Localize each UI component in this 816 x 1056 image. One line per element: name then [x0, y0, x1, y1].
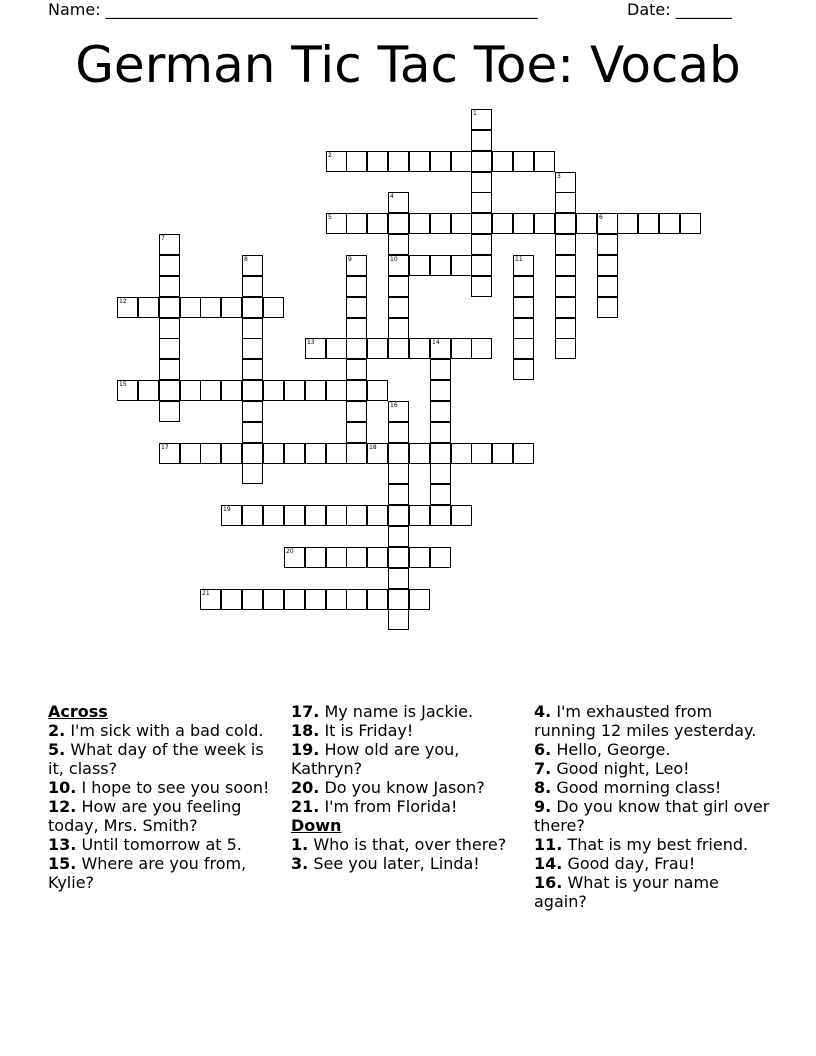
grid-cell[interactable] [617, 213, 638, 234]
grid-cell[interactable] [471, 234, 492, 255]
grid-cell[interactable] [430, 505, 451, 526]
grid-cell[interactable] [242, 463, 263, 484]
grid-cell[interactable] [555, 192, 576, 213]
grid-cell[interactable] [471, 172, 492, 193]
down-heading: Down [291, 816, 342, 835]
grid-cell[interactable] [597, 276, 618, 297]
cell-number: 10 [390, 256, 398, 263]
grid-cell[interactable] [221, 297, 242, 318]
grid-cell[interactable] [346, 401, 367, 422]
grid-cell[interactable] [159, 380, 180, 401]
grid-cell[interactable] [555, 338, 576, 359]
grid-cell[interactable] [388, 318, 409, 339]
grid-cell[interactable] [200, 297, 221, 318]
clue-number: 21. [291, 797, 320, 816]
clue-number: 15. [48, 854, 77, 873]
grid-cell[interactable] [200, 589, 221, 610]
cell-number: 6 [599, 214, 603, 221]
grid-cell[interactable] [409, 151, 430, 172]
grid-cell[interactable] [346, 213, 367, 234]
grid-cell[interactable] [513, 338, 534, 359]
grid-cell[interactable] [388, 401, 409, 422]
cell-number: 3 [557, 173, 561, 180]
grid-cell[interactable] [451, 443, 472, 464]
grid-cell[interactable] [513, 151, 534, 172]
grid-cell[interactable] [305, 338, 326, 359]
cell-number: 18 [369, 444, 377, 451]
grid-cell[interactable] [242, 255, 263, 276]
grid-cell[interactable] [388, 443, 409, 464]
grid-cell[interactable] [451, 338, 472, 359]
grid-cell[interactable] [367, 213, 388, 234]
clue-column-3 [534, 702, 774, 911]
cell-number: 1 [473, 110, 477, 117]
date-field-label: Date: _______ [627, 0, 732, 19]
grid-cell[interactable] [346, 380, 367, 401]
cell-number: 19 [223, 506, 231, 513]
grid-cell[interactable] [284, 380, 305, 401]
clue-text: I'm exhausted from running 12 miles yesterday. [534, 702, 757, 740]
grid-cell[interactable] [346, 359, 367, 380]
clue-across [48, 835, 280, 854]
clue-text: Good day, Frau! [567, 854, 696, 873]
grid-cell[interactable] [492, 213, 513, 234]
grid-cell[interactable] [555, 172, 576, 193]
grid-cell[interactable] [430, 255, 451, 276]
cell-number: 21 [202, 590, 210, 597]
grid-cell[interactable] [326, 547, 347, 568]
grid-cell[interactable] [471, 109, 492, 130]
grid-cell[interactable] [284, 547, 305, 568]
cell-number: 17 [161, 444, 169, 451]
grid-cell[interactable] [513, 443, 534, 464]
grid-cell[interactable] [284, 505, 305, 526]
grid-cell[interactable] [346, 547, 367, 568]
clue-number: 10. [48, 778, 77, 797]
grid-cell[interactable] [305, 589, 326, 610]
across-heading: Across [48, 702, 108, 721]
clue-text: What is your name again? [534, 873, 719, 911]
grid-cell[interactable] [159, 297, 180, 318]
grid-cell[interactable] [221, 380, 242, 401]
clue-number: 14. [534, 854, 563, 873]
grid-cell[interactable] [263, 380, 284, 401]
clue-text: I'm sick with a bad cold. [70, 721, 264, 740]
grid-cell[interactable] [346, 505, 367, 526]
grid-cell[interactable] [513, 359, 534, 380]
grid-cell[interactable] [555, 234, 576, 255]
cell-number: 5 [328, 214, 332, 221]
grid-cell[interactable] [471, 276, 492, 297]
clue-across [48, 797, 280, 835]
grid-cell[interactable] [242, 422, 263, 443]
grid-cell[interactable] [263, 505, 284, 526]
grid-cell[interactable] [242, 297, 263, 318]
page-title: German Tic Tac Toe: Vocab [75, 36, 741, 94]
grid-cell[interactable] [326, 338, 347, 359]
cell-number: 16 [390, 402, 398, 409]
grid-cell[interactable] [388, 547, 409, 568]
grid-cell[interactable] [430, 484, 451, 505]
clue-text: How are you feeling today, Mrs. Smith? [48, 797, 242, 835]
grid-cell[interactable] [159, 276, 180, 297]
grid-cell[interactable] [409, 213, 430, 234]
grid-cell[interactable] [180, 380, 201, 401]
clue-across [48, 740, 280, 778]
grid-cell[interactable] [367, 338, 388, 359]
grid-cell[interactable] [451, 151, 472, 172]
cell-number: 7 [161, 235, 165, 242]
grid-cell[interactable] [451, 255, 472, 276]
clue-text: What day of the week is it, class? [48, 740, 264, 778]
grid-cell[interactable] [597, 255, 618, 276]
grid-cell[interactable] [159, 255, 180, 276]
grid-cell[interactable] [430, 338, 451, 359]
grid-cell[interactable] [388, 589, 409, 610]
grid-cell[interactable] [159, 401, 180, 422]
cell-number: 13 [307, 339, 315, 346]
grid-cell[interactable] [513, 213, 534, 234]
clue-down [534, 740, 774, 759]
grid-cell[interactable] [388, 422, 409, 443]
grid-cell[interactable] [471, 192, 492, 213]
grid-cell[interactable] [242, 338, 263, 359]
clue-down [534, 797, 774, 835]
grid-cell[interactable] [409, 589, 430, 610]
grid-cell[interactable] [200, 380, 221, 401]
grid-cell[interactable] [242, 359, 263, 380]
grid-cell[interactable] [117, 297, 138, 318]
cell-number: 2 [328, 152, 332, 159]
grid-cell[interactable] [430, 422, 451, 443]
grid-cell[interactable] [388, 255, 409, 276]
grid-cell[interactable] [409, 505, 430, 526]
grid-cell[interactable] [430, 547, 451, 568]
grid-cell[interactable] [159, 338, 180, 359]
grid-cell[interactable] [555, 255, 576, 276]
grid-cell[interactable] [409, 338, 430, 359]
clue-across [291, 778, 527, 797]
grid-cell[interactable] [263, 589, 284, 610]
clue-down [534, 778, 774, 797]
grid-cell[interactable] [430, 151, 451, 172]
grid-cell[interactable] [555, 318, 576, 339]
grid-cell[interactable] [263, 297, 284, 318]
grid-cell[interactable] [388, 484, 409, 505]
clue-number: 16. [534, 873, 563, 892]
clue-text: Where are you from, Kylie? [48, 854, 247, 892]
clue-number: 6. [534, 740, 552, 759]
grid-cell[interactable] [388, 463, 409, 484]
grid-cell[interactable] [367, 589, 388, 610]
grid-cell[interactable] [388, 151, 409, 172]
grid-cell[interactable] [284, 589, 305, 610]
grid-cell[interactable] [471, 443, 492, 464]
grid-cell[interactable] [367, 505, 388, 526]
grid-cell[interactable] [555, 276, 576, 297]
clue-number: 18. [291, 721, 320, 740]
grid-cell[interactable] [242, 380, 263, 401]
grid-cell[interactable] [513, 318, 534, 339]
grid-cell[interactable] [555, 297, 576, 318]
grid-cell[interactable] [409, 547, 430, 568]
clue-down [534, 702, 774, 740]
grid-cell[interactable] [242, 589, 263, 610]
grid-cell[interactable] [138, 297, 159, 318]
clue-number: 8. [534, 778, 552, 797]
grid-cell[interactable] [326, 213, 347, 234]
grid-cell[interactable] [159, 443, 180, 464]
grid-cell[interactable] [388, 338, 409, 359]
grid-cell[interactable] [346, 422, 367, 443]
grid-cell[interactable] [430, 443, 451, 464]
grid-cell[interactable] [471, 338, 492, 359]
grid-cell[interactable] [492, 443, 513, 464]
grid-cell[interactable] [326, 380, 347, 401]
grid-cell[interactable] [346, 255, 367, 276]
clue-down [534, 835, 774, 854]
grid-cell[interactable] [534, 213, 555, 234]
clue-text: Hello, George. [556, 740, 671, 759]
clue-down [534, 854, 774, 873]
clue-across [291, 797, 527, 816]
grid-cell[interactable] [326, 151, 347, 172]
grid-cell[interactable] [346, 276, 367, 297]
grid-cell[interactable] [597, 297, 618, 318]
clue-across [291, 702, 527, 721]
grid-cell[interactable] [159, 234, 180, 255]
clue-across [291, 721, 527, 740]
clue-text: Do you know Jason? [324, 778, 485, 797]
clue-down [291, 854, 527, 873]
grid-cell[interactable] [388, 609, 409, 630]
grid-cell[interactable] [430, 401, 451, 422]
clue-down [534, 759, 774, 778]
grid-cell[interactable] [367, 443, 388, 464]
grid-cell[interactable] [180, 297, 201, 318]
grid-cell[interactable] [659, 213, 680, 234]
grid-cell[interactable] [597, 213, 618, 234]
grid-cell[interactable] [305, 505, 326, 526]
clue-number: 12. [48, 797, 77, 816]
clue-number: 2. [48, 721, 66, 740]
clue-down [534, 873, 774, 911]
grid-cell[interactable] [388, 213, 409, 234]
grid-cell[interactable] [305, 443, 326, 464]
clue-number: 7. [534, 759, 552, 778]
clue-across [291, 740, 527, 778]
clue-across [48, 721, 280, 740]
grid-cell[interactable] [513, 255, 534, 276]
grid-cell[interactable] [221, 589, 242, 610]
clue-column-2 [291, 702, 527, 873]
grid-cell[interactable] [430, 359, 451, 380]
cell-number: 8 [244, 256, 248, 263]
grid-cell[interactable] [471, 213, 492, 234]
grid-cell[interactable] [326, 589, 347, 610]
grid-cell[interactable] [534, 151, 555, 172]
grid-cell[interactable] [367, 151, 388, 172]
clue-text: See you later, Linda! [313, 854, 480, 873]
clue-number: 19. [291, 740, 320, 759]
grid-cell[interactable] [388, 234, 409, 255]
grid-cell[interactable] [263, 443, 284, 464]
grid-cell[interactable] [409, 443, 430, 464]
clue-number: 1. [291, 835, 309, 854]
grid-cell[interactable] [451, 505, 472, 526]
grid-cell[interactable] [388, 568, 409, 589]
grid-cell[interactable] [597, 234, 618, 255]
clue-text: I hope to see you soon! [81, 778, 270, 797]
grid-cell[interactable] [388, 276, 409, 297]
cell-number: 15 [119, 381, 127, 388]
grid-cell[interactable] [451, 213, 472, 234]
grid-cell[interactable] [346, 318, 367, 339]
grid-cell[interactable] [242, 318, 263, 339]
grid-cell[interactable] [409, 255, 430, 276]
grid-cell[interactable] [430, 380, 451, 401]
grid-cell[interactable] [513, 297, 534, 318]
name-field-label: Name: ______________________________________________________ [48, 0, 538, 19]
grid-cell[interactable] [471, 255, 492, 276]
cell-number: 11 [515, 256, 523, 263]
grid-cell[interactable] [242, 505, 263, 526]
grid-cell[interactable] [430, 213, 451, 234]
cell-number: 4 [390, 193, 394, 200]
grid-cell[interactable] [221, 443, 242, 464]
clue-text: Good night, Leo! [556, 759, 690, 778]
grid-cell[interactable] [221, 505, 242, 526]
cell-number: 9 [348, 256, 352, 263]
grid-cell[interactable] [180, 443, 201, 464]
grid-cell[interactable] [326, 443, 347, 464]
clue-text: It is Friday! [324, 721, 414, 740]
grid-cell[interactable] [638, 213, 659, 234]
grid-cell[interactable] [326, 505, 347, 526]
clue-text: Who is that, over there? [313, 835, 507, 854]
clue-text: That is my best friend. [567, 835, 749, 854]
grid-cell[interactable] [576, 213, 597, 234]
grid-cell[interactable] [138, 380, 159, 401]
grid-cell[interactable] [346, 589, 367, 610]
grid-cell[interactable] [388, 526, 409, 547]
clue-text: Do you know that girl over there? [534, 797, 770, 835]
grid-cell[interactable] [346, 338, 367, 359]
grid-cell[interactable] [117, 380, 138, 401]
clue-across [48, 854, 280, 892]
grid-cell[interactable] [471, 151, 492, 172]
grid-cell[interactable] [388, 505, 409, 526]
grid-cell[interactable] [284, 443, 305, 464]
grid-cell[interactable] [367, 380, 388, 401]
grid-cell[interactable] [200, 443, 221, 464]
clue-number: 11. [534, 835, 563, 854]
grid-cell[interactable] [555, 213, 576, 234]
clue-number: 17. [291, 702, 320, 721]
clue-down [291, 835, 527, 854]
grid-cell[interactable] [346, 151, 367, 172]
grid-cell[interactable] [430, 463, 451, 484]
grid-cell[interactable] [471, 130, 492, 151]
clue-across [48, 778, 280, 797]
grid-cell[interactable] [388, 192, 409, 213]
cell-number: 20 [286, 548, 294, 555]
cell-number: 12 [119, 298, 127, 305]
grid-cell[interactable] [492, 151, 513, 172]
clue-number: 3. [291, 854, 309, 873]
grid-cell[interactable] [346, 297, 367, 318]
grid-cell[interactable] [305, 547, 326, 568]
clue-number: 5. [48, 740, 66, 759]
clue-text: Until tomorrow at 5. [81, 835, 242, 854]
clue-number: 13. [48, 835, 77, 854]
clue-number: 4. [534, 702, 552, 721]
grid-cell[interactable] [388, 297, 409, 318]
grid-cell[interactable] [346, 443, 367, 464]
clue-text: I'm from Florida! [324, 797, 458, 816]
clue-number: 9. [534, 797, 552, 816]
clue-text: Good morning class! [556, 778, 722, 797]
grid-cell[interactable] [159, 359, 180, 380]
clue-column-1 [48, 702, 280, 892]
grid-cell[interactable] [680, 213, 701, 234]
grid-cell[interactable] [305, 380, 326, 401]
clue-text: How old are you, Kathryn? [291, 740, 460, 778]
grid-cell[interactable] [159, 318, 180, 339]
clue-text: My name is Jackie. [324, 702, 474, 721]
clue-number: 20. [291, 778, 320, 797]
grid-cell[interactable] [242, 276, 263, 297]
grid-cell[interactable] [242, 401, 263, 422]
grid-cell[interactable] [367, 547, 388, 568]
grid-cell[interactable] [242, 443, 263, 464]
cell-number: 14 [432, 339, 440, 346]
grid-cell[interactable] [513, 276, 534, 297]
